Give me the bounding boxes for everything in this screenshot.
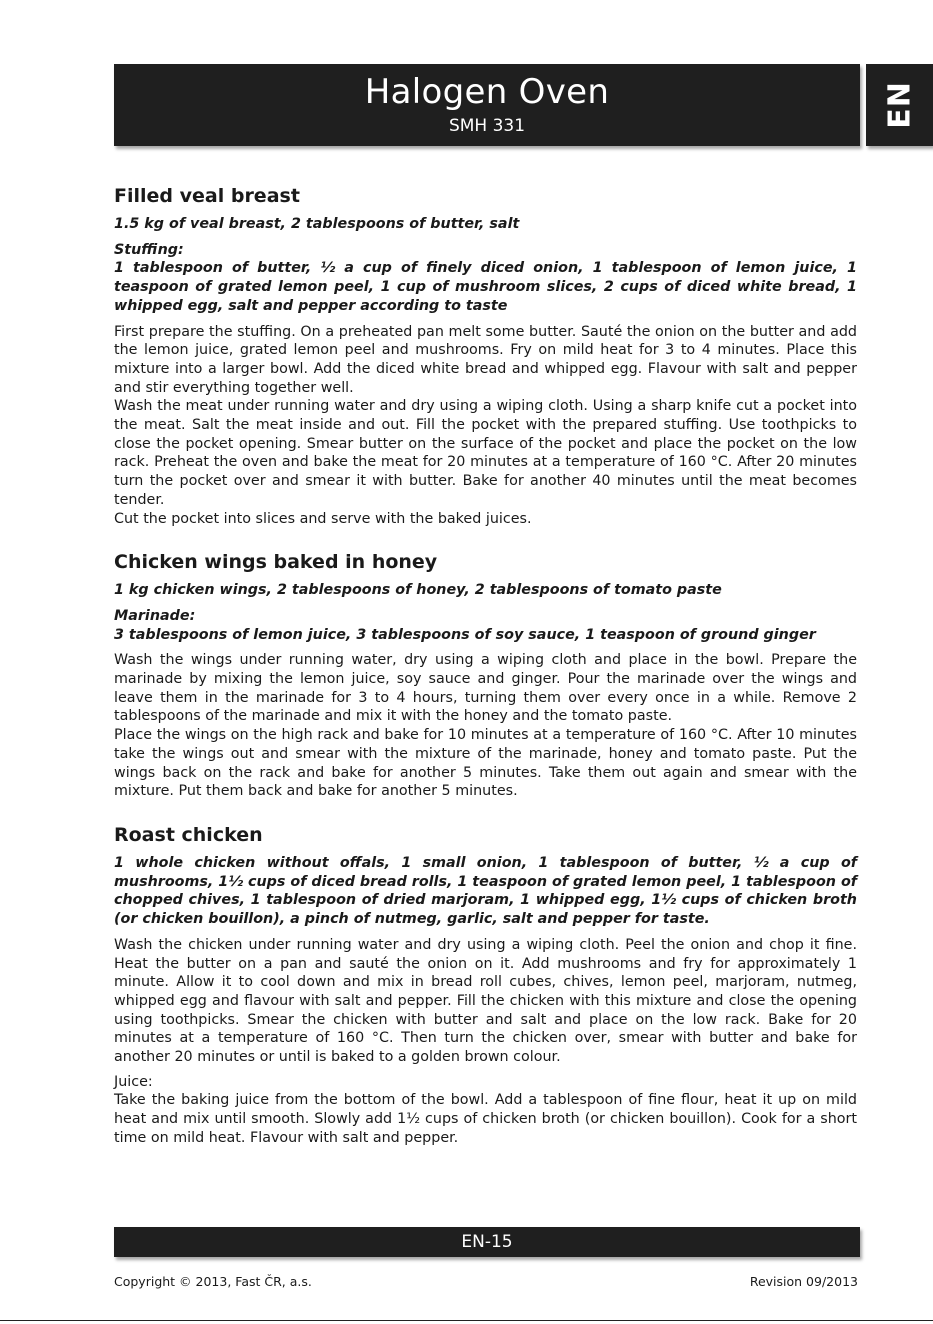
recipe-paragraph: Wash the chicken under running water and dry using a wiping cloth. Peel the onion and chop it fine. Heat the butter on a pan and sauté the onion on it. Add mushrooms and fry for approximately 1 minute. Allow it to cool down and mix in bread roll cubes, chives, lemon peel, marjoram, nutmeg, whipped egg and flavour with salt and pepper. Fill the chicken with this mixture and close the opening using toothpicks. Smear the chicken with butter and salt and place on the low rack. Bake for 20 minutes at a temperature of 160 °C. Then turn the chicken over, smear with butter and bake for another 20 minutes or until is baked to a golden brown colour. [114, 936, 857, 1066]
recipe-ingredients: 1 whole chicken without offals, 1 small onion, 1 tablespoon of butter, ½ a cup of mushrooms, 1½ cups of diced bread rolls, 1 teaspoon of grated lemon peel, 1 tablespoon of chopped chives, 1 tablespoon of dried marjoram, 1 whipped egg, 1½ cups of chicken broth (or chicken bouillon), a pinch of nutmeg, garlic, salt and pepper for taste. [114, 854, 857, 928]
recipe-ingredients: 1 kg chicken wings, 2 tablespoons of honey, 2 tablespoons of tomato paste [114, 582, 722, 599]
page-number: EN-15 [461, 1232, 513, 1252]
recipe-paragraph: First prepare the stuffing. On a preheated pan melt some butter. Sauté the onion on the butter and add the lemon juice, grated lemon peel and mushrooms. Fry on mild heat for 3 to 4 minutes. Place this mixture into a larger bowl. Add the diced white bread and whipped egg. Flavour with salt and pepper and stir everything together well. [114, 323, 857, 396]
recipe-content [114, 184, 857, 1170]
page-title: Halogen Oven [364, 72, 610, 112]
language-tab [866, 64, 933, 146]
page-number-bar [114, 1227, 860, 1257]
juice-text: Take the baking juice from the bottom of the bowl. Add a tablespoon of fine flour, heat it up on mild heat and mix until smooth. Slowly add 1½ cups of chicken broth (or chicken bouillon). Cook for a short time on mild heat. Flavour with salt and pepper. [114, 1092, 857, 1146]
language-label: EN [882, 81, 917, 129]
copyright-text: Copyright © 2013, Fast ČR, a.s. [114, 1274, 312, 1289]
stuffing-label: Stuffing: [114, 241, 184, 258]
recipe-title: Filled veal breast [114, 185, 300, 207]
recipe-ingredients: 1.5 kg of veal breast, 2 tablespoons of butter, salt [114, 216, 520, 232]
recipe-chicken-wings [114, 550, 857, 801]
revision-text: Revision 09/2013 [749, 1274, 858, 1289]
marinade-ingredients: 3 tablespoons of lemon juice, 3 tablespoons of soy sauce, 1 teaspoon of ground ginger [114, 626, 816, 643]
juice-label: Juice: [114, 1073, 153, 1090]
model-number: SMH 331 [448, 116, 526, 136]
recipe-title: Roast chicken [114, 823, 263, 846]
recipe-paragraph: Wash the wings under running water, dry using a wiping cloth and place in the bowl. Prepare the marinade by mixing the lemon juice, soy sauce and ginger. Pour the marinade over the wings and leave them in the marinade for 3 to 4 hours, turning them over every once in a while. Remove 2 tablespoons of the marinade and mix it with the honey and the tomato paste. [114, 652, 857, 725]
recipe-title: Chicken wings baked in honey [114, 551, 438, 574]
stuffing-ingredients: 1 tablespoon of butter, ½ a cup of finely diced onion, 1 tablespoon of lemon juice, 1 teaspoon of grated lemon peel, 1 cup of mushroom slices, 2 cups of diced white bread, 1 whipped egg, salt and pepper according to taste [114, 260, 857, 314]
recipe-roast-chicken [114, 823, 857, 1148]
recipe-paragraph: Cut the pocket into slices and serve with the baked juices. [114, 510, 532, 527]
recipe-paragraph: Wash the meat under running water and dry using a wiping cloth. Using a sharp knife cut a pocket into the meat. Salt the meat inside and out. Fill the pocket with the prepared stuffing. Use toothpicks to close the pocket opening. Smear butter on the surface of the pocket and place the pocket on the low rack. Preheat the oven and bake the meat for 20 minutes at a temperature of 160 °C. After 20 minutes turn the pocket over and smear it with butter. Bake for another 40 minutes until the meat becomes tender. [114, 398, 857, 508]
marinade-label: Marinade: [114, 607, 196, 624]
recipe-veal [114, 184, 857, 528]
header-bar [114, 64, 860, 146]
recipe-paragraph: Place the wings on the high rack and bake for 10 minutes at a temperature of 160 °C. After 10 minutes take the wings out and smear with the mixture of the marinade, honey and tomato paste. Put the wings back on the rack and bake for another 5 minutes. Take them out again and smear with the mixture. Put them back and bake for another 5 minutes. [114, 727, 857, 800]
bottom-divider [0, 1320, 933, 1321]
